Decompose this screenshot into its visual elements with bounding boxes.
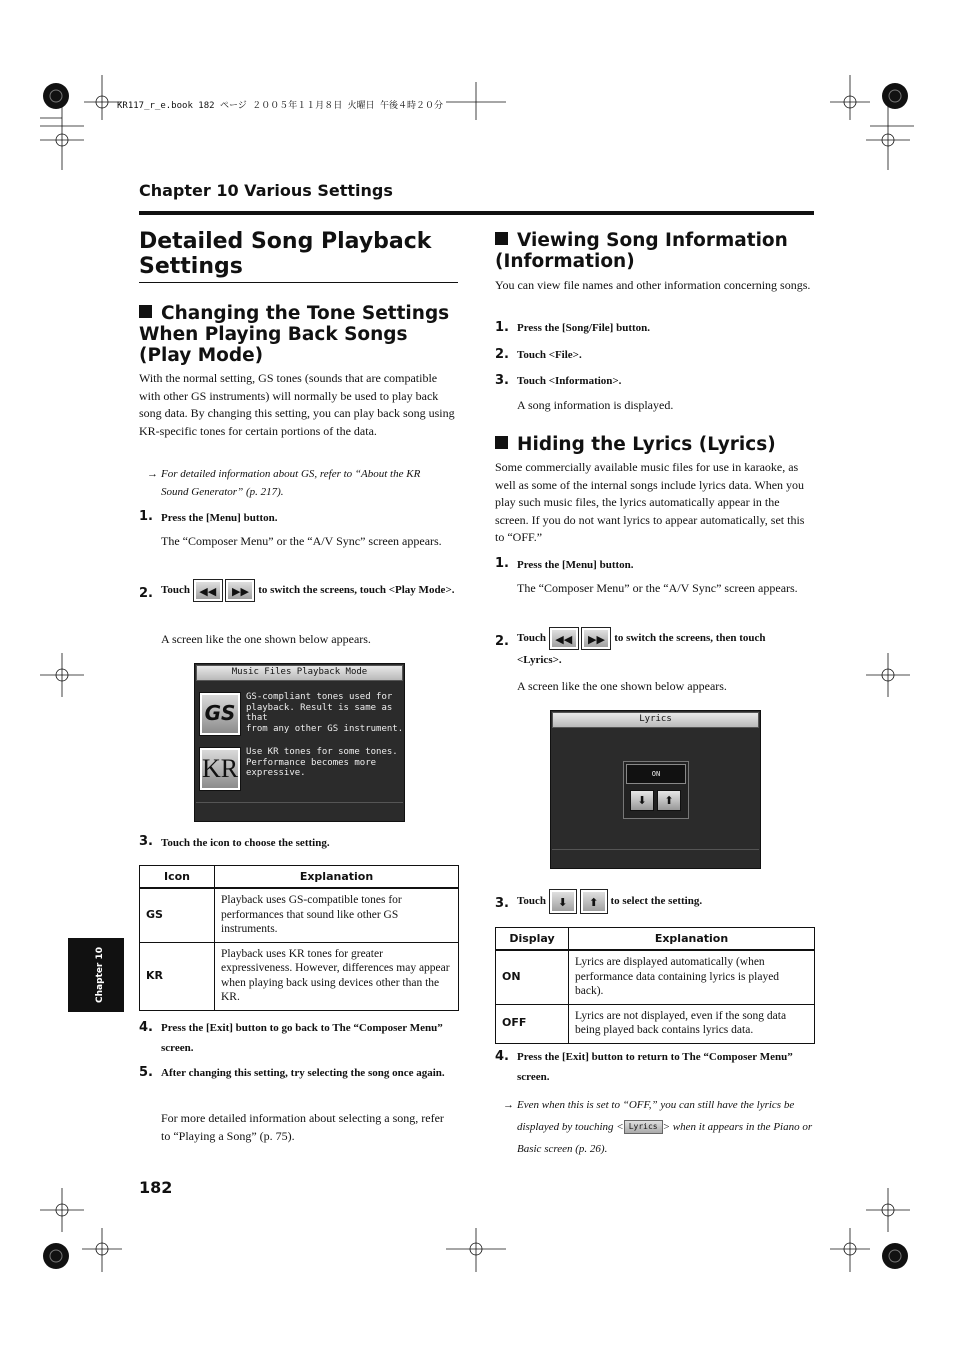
- title-rule: [139, 282, 458, 283]
- step-number: 2.: [495, 347, 509, 362]
- note-lyrics: [503, 1094, 815, 1160]
- kr-icon-button[interactable]: [199, 747, 241, 791]
- step-3-text: Touch the icon to choose the setting.: [161, 837, 330, 849]
- arrow-right-icon: →: [503, 1099, 514, 1111]
- side-tab-text: Chapter 10: [95, 946, 105, 1004]
- square-bullet-icon: [139, 305, 152, 318]
- lyrics-step-2: [495, 632, 509, 650]
- gs-logo-icon: GS: [204, 701, 236, 725]
- down-arrow-button[interactable]: [549, 889, 577, 914]
- step-number: 2.: [495, 634, 509, 649]
- lyrics-step-1-sub: The “Composer Menu” or the “A/V Sync” screen appears.: [517, 581, 798, 595]
- table-row: [496, 950, 815, 1004]
- table-row: [140, 888, 459, 942]
- lcd-line: playback. Result is same as that: [246, 702, 393, 723]
- info-step-2-text: Touch <File>.: [517, 349, 582, 361]
- lcd-line: Performance becomes more: [246, 757, 377, 768]
- icon-table: [139, 865, 459, 1011]
- lyrics-step-1-text: Press the [Menu] button.: [517, 559, 634, 571]
- table-cell-value: Playback uses KR tones for greater expressiveness. However, differences may appear when playing back using devices other than the KR.: [215, 942, 459, 1010]
- up-arrow-button[interactable]: [580, 889, 608, 914]
- step-number: 1.: [495, 556, 509, 571]
- rewind-button[interactable]: [549, 627, 579, 650]
- table-header: Explanation: [215, 866, 459, 889]
- page-title: Detailed Song Playback Settings: [139, 229, 432, 279]
- lyrics-step-3-pre: Touch: [517, 895, 546, 908]
- lyrics-step-1: [495, 554, 509, 572]
- lcd-line: expressive.: [246, 768, 306, 778]
- fast-forward-button[interactable]: [225, 579, 255, 602]
- lyrics-step-2-post: to switch the screens, then touch <Lyrics>.: [517, 632, 766, 666]
- lyrics-step-3-text: [517, 889, 812, 914]
- table-cell-value: Lyrics are displayed automatically (when performance data containing lyrics is played back).: [569, 950, 815, 1004]
- info-step-1: [495, 318, 509, 336]
- lyrics-step-3: [495, 894, 509, 912]
- note-lyrics-post: > when it appears in the Piano or Basic screen (p. 26).: [517, 1121, 813, 1155]
- section-title-text: Hiding the Lyrics (Lyrics): [517, 434, 776, 455]
- square-bullet-icon: [495, 232, 508, 245]
- step-number: 5.: [139, 1065, 153, 1080]
- fast-forward-button[interactable]: [581, 627, 611, 650]
- page-number: 182: [139, 1178, 173, 1197]
- lyrics-setting-panel: [623, 761, 689, 819]
- step-number: 4.: [495, 1049, 509, 1064]
- information-intro: You can view file names and other information concerning songs.: [495, 278, 811, 292]
- step-number: 2.: [139, 586, 153, 601]
- table-cell-value: Lyrics are not displayed, even if the song data being played back contains lyrics data.: [569, 1004, 815, 1043]
- header-rule: [139, 211, 814, 215]
- info-step-2: [495, 345, 509, 363]
- step-1-sub: The “Composer Menu” or the “A/V Sync” screen appears.: [161, 534, 442, 548]
- kr-description: [246, 747, 404, 779]
- note-lyrics-pre: Even when this is set to “OFF,” you can still have the lyrics be displayed by touching <: [517, 1099, 795, 1133]
- step-3: [139, 832, 153, 850]
- step-2-sub: A screen like the one shown below appears.: [161, 632, 371, 646]
- section-title-play-mode: [139, 303, 459, 366]
- step-4: [139, 1018, 153, 1036]
- step-4-text: Press the [Exit] button to go back to The “Composer Menu” screen.: [161, 1022, 443, 1054]
- section-title-text: Viewing Song Information (Information): [495, 230, 788, 272]
- rewind-icon: ◀◀: [555, 633, 573, 646]
- step-5-sub: For more detailed information about selecting a song, refer to “Playing a Song” (p. 75).: [161, 1111, 444, 1143]
- step-number: 3.: [495, 896, 509, 911]
- screen-title-bar: Lyrics: [552, 712, 759, 728]
- table-cell-key: OFF: [496, 1004, 569, 1043]
- table-cell-key: ON: [496, 950, 569, 1004]
- step-2-pre: Touch: [161, 584, 190, 597]
- section-title-information: [495, 230, 815, 272]
- gs-icon-button[interactable]: [199, 692, 241, 736]
- step-2-post: to switch the screens, touch <Play Mode>.: [258, 584, 455, 597]
- table-cell-key: GS: [140, 888, 215, 942]
- lyrics-step-2-text: [517, 627, 812, 670]
- lcd-line: from any other GS instrument.: [246, 723, 404, 734]
- lcd-line: GS-compliant tones used for: [246, 692, 393, 702]
- screen-divider: [552, 849, 759, 850]
- up-arrow-icon: ⬆: [589, 896, 599, 909]
- info-step-1-text: Press the [Song/File] button.: [517, 322, 651, 334]
- kr-logo-icon: KR: [201, 754, 239, 783]
- down-arrow-icon: ⬇: [637, 794, 647, 807]
- play-mode-screen: [194, 663, 405, 822]
- step-5-text: After changing this setting, try selecting the song once again.: [161, 1067, 445, 1079]
- info-step-3-text: Touch <Information>.: [517, 375, 622, 387]
- arrow-right-icon: →: [147, 468, 158, 480]
- lyrics-intro: Some commercially available music files for use in karaoke, as well as some of the internal songs include lyrics data. When you play such music files, the lyrics automatically appear in the screen. If you do not want lyrics to appear automatically, set this to “OFF.”: [495, 460, 805, 545]
- display-table: [495, 927, 815, 1044]
- fast-forward-icon: ▶▶: [587, 633, 605, 646]
- note-gs-text: For detailed information about GS, refer to “About the KR Sound Generator” (p. 217).: [161, 468, 421, 498]
- chapter-title: Chapter 10 Various Settings: [139, 181, 393, 200]
- up-arrow-icon: ⬆: [664, 794, 674, 807]
- info-step-3: [495, 371, 509, 389]
- table-cell-key: KR: [140, 942, 215, 1010]
- table-header-row: [496, 928, 815, 951]
- rewind-button[interactable]: [193, 579, 223, 602]
- down-arrow-button[interactable]: [630, 790, 654, 811]
- note-lyrics-text: [503, 1094, 815, 1160]
- step-number: 4.: [139, 1020, 153, 1035]
- square-bullet-icon: [495, 436, 508, 449]
- step-2: [139, 584, 153, 602]
- lcd-line: Use KR tones for some tones.: [246, 747, 398, 757]
- lyrics-button[interactable]: Lyrics: [624, 1120, 663, 1134]
- table-cell-value: Playback uses GS-compatible tones for performances that sound like other GS instruments.: [215, 888, 459, 942]
- table-header: Display: [496, 928, 569, 951]
- screen-divider: [196, 802, 403, 803]
- lyrics-step-4-text: Press the [Exit] button to return to The “Composer Menu” screen.: [517, 1051, 793, 1083]
- lyrics-step-4: [495, 1047, 509, 1065]
- note-gs: [147, 465, 447, 501]
- fast-forward-icon: ▶▶: [231, 585, 249, 598]
- step-number: 1.: [139, 509, 153, 524]
- play-mode-intro: With the normal setting, GS tones (sounds that are compatible with other GS instruments) will normally be used to play back song data. By changing this setting, you can play back song using KR-specific tones for certain portions of the data.: [139, 371, 455, 438]
- step-2-text: [161, 579, 456, 602]
- print-info-header: KR117_r_e.book 182 ページ ２００５年１１月８日 火曜日 午後４時２０分: [117, 101, 444, 111]
- step-5: [139, 1063, 153, 1081]
- lyrics-value-display: ON: [626, 764, 686, 784]
- lyrics-step-2-pre: Touch: [517, 632, 546, 645]
- rewind-icon: ◀◀: [199, 585, 217, 598]
- step-1-text: Press the [Menu] button.: [161, 512, 278, 524]
- lyrics-step-3-post: to select the setting.: [610, 895, 703, 908]
- up-arrow-button[interactable]: [657, 790, 681, 811]
- lyrics-screen: [550, 710, 761, 869]
- table-row: [140, 942, 459, 1010]
- table-row: [496, 1004, 815, 1043]
- section-title-lyrics: [495, 434, 815, 455]
- step-number: 3.: [139, 834, 153, 849]
- gs-description: [246, 692, 404, 734]
- screen-title-bar: Music Files Playback Mode: [196, 665, 403, 681]
- section-title-text: Changing the Tone Settings When Playing Back Songs (Play Mode): [139, 303, 450, 366]
- step-number: 1.: [495, 320, 509, 335]
- lyrics-step-2-sub: A screen like the one shown below appears.: [517, 679, 727, 693]
- table-header: Icon: [140, 866, 215, 889]
- table-header: Explanation: [569, 928, 815, 951]
- step-1: [139, 507, 153, 525]
- step-number: 3.: [495, 373, 509, 388]
- down-arrow-icon: ⬇: [558, 896, 568, 909]
- chapter-side-tab-label: [68, 938, 124, 1012]
- table-header-row: [140, 866, 459, 889]
- info-step-3-sub: A song information is displayed.: [517, 398, 674, 412]
